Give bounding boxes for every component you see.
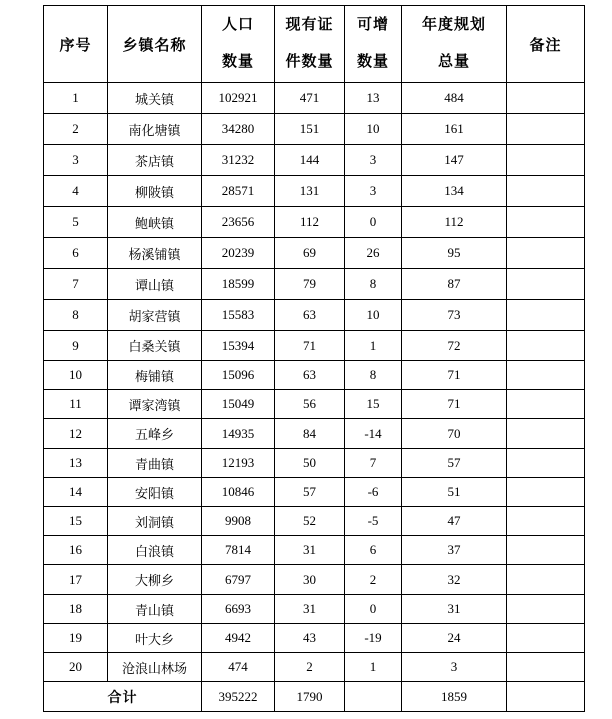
cell-population: 474 xyxy=(202,653,275,682)
header-serial-number: 序号 xyxy=(44,6,108,83)
cell-serial-number: 17 xyxy=(44,565,108,595)
cell-increase: 15 xyxy=(345,390,402,419)
cell-serial-number: 16 xyxy=(44,536,108,565)
cell-existing-permits: 71 xyxy=(275,331,345,361)
cell-existing-permits: 144 xyxy=(275,145,345,176)
cell-existing-permits: 84 xyxy=(275,419,345,449)
header-township-name: 乡镇名称 xyxy=(108,6,202,83)
table-row xyxy=(44,565,585,595)
cell-population: 10846 xyxy=(202,478,275,507)
cell-township-name: 南化塘镇 xyxy=(108,114,202,145)
cell-increase: 26 xyxy=(345,238,402,269)
header-row xyxy=(44,6,585,83)
table-row xyxy=(44,145,585,176)
cell-remark xyxy=(507,449,585,478)
cell-increase: 2 xyxy=(345,565,402,595)
cell-increase: 1 xyxy=(345,653,402,682)
header-population xyxy=(202,6,275,83)
cell-population: 12193 xyxy=(202,449,275,478)
cell-township-name: 鲍峡镇 xyxy=(108,207,202,238)
township-permit-table-container xyxy=(43,5,585,712)
cell-population: 7814 xyxy=(202,536,275,565)
cell-annual-plan-total: 73 xyxy=(402,300,507,331)
cell-existing-permits: 131 xyxy=(275,176,345,207)
cell-annual-plan-total: 484 xyxy=(402,83,507,114)
cell-increase: 10 xyxy=(345,114,402,145)
table-row xyxy=(44,361,585,390)
cell-serial-number: 1 xyxy=(44,83,108,114)
cell-existing-permits: 30 xyxy=(275,565,345,595)
cell-township-name: 白桑关镇 xyxy=(108,331,202,361)
cell-population: 20239 xyxy=(202,238,275,269)
total-label: 合计 xyxy=(44,682,202,712)
header-population-line-1: 人口 xyxy=(221,17,254,33)
table-row xyxy=(44,114,585,145)
table-row xyxy=(44,390,585,419)
header-increase xyxy=(345,6,402,83)
table-row xyxy=(44,83,585,114)
header-existing-permits-line-2: 件数量 xyxy=(285,54,334,70)
cell-remark xyxy=(507,114,585,145)
cell-serial-number: 14 xyxy=(44,478,108,507)
cell-population: 18599 xyxy=(202,269,275,300)
cell-population: 28571 xyxy=(202,176,275,207)
cell-serial-number: 20 xyxy=(44,653,108,682)
cell-increase: 0 xyxy=(345,595,402,624)
table-row xyxy=(44,624,585,653)
cell-township-name: 谭山镇 xyxy=(108,269,202,300)
cell-annual-plan-total: 134 xyxy=(402,176,507,207)
cell-remark xyxy=(507,176,585,207)
cell-increase: 8 xyxy=(345,361,402,390)
cell-annual-plan-total: 112 xyxy=(402,207,507,238)
cell-township-name: 茶店镇 xyxy=(108,145,202,176)
cell-annual-plan-total: 47 xyxy=(402,507,507,536)
total-remark xyxy=(507,682,585,712)
cell-existing-permits: 69 xyxy=(275,238,345,269)
cell-township-name: 五峰乡 xyxy=(108,419,202,449)
cell-increase: 13 xyxy=(345,83,402,114)
cell-remark xyxy=(507,419,585,449)
header-existing-permits xyxy=(275,6,345,83)
cell-increase: -19 xyxy=(345,624,402,653)
cell-annual-plan-total: 95 xyxy=(402,238,507,269)
cell-serial-number: 7 xyxy=(44,269,108,300)
cell-township-name: 柳陂镇 xyxy=(108,176,202,207)
cell-annual-plan-total: 71 xyxy=(402,390,507,419)
cell-township-name: 梅铺镇 xyxy=(108,361,202,390)
cell-township-name: 城关镇 xyxy=(108,83,202,114)
header-remark: 备注 xyxy=(507,6,585,83)
table-row xyxy=(44,419,585,449)
cell-increase: 3 xyxy=(345,145,402,176)
cell-population: 14935 xyxy=(202,419,275,449)
table-row xyxy=(44,507,585,536)
cell-serial-number: 6 xyxy=(44,238,108,269)
cell-township-name: 谭家湾镇 xyxy=(108,390,202,419)
cell-remark xyxy=(507,507,585,536)
cell-existing-permits: 63 xyxy=(275,361,345,390)
cell-population: 102921 xyxy=(202,83,275,114)
cell-population: 23656 xyxy=(202,207,275,238)
cell-serial-number: 3 xyxy=(44,145,108,176)
header-population-line-2: 数量 xyxy=(221,54,254,70)
table-row xyxy=(44,176,585,207)
cell-remark xyxy=(507,595,585,624)
cell-serial-number: 13 xyxy=(44,449,108,478)
cell-township-name: 杨溪铺镇 xyxy=(108,238,202,269)
table-row xyxy=(44,300,585,331)
cell-remark xyxy=(507,238,585,269)
cell-remark xyxy=(507,536,585,565)
cell-serial-number: 15 xyxy=(44,507,108,536)
cell-increase: 6 xyxy=(345,536,402,565)
township-permit-table xyxy=(43,5,585,712)
cell-increase: 1 xyxy=(345,331,402,361)
cell-existing-permits: 31 xyxy=(275,536,345,565)
cell-serial-number: 19 xyxy=(44,624,108,653)
total-increase xyxy=(345,682,402,712)
cell-remark xyxy=(507,145,585,176)
cell-remark xyxy=(507,300,585,331)
cell-township-name: 安阳镇 xyxy=(108,478,202,507)
cell-serial-number: 4 xyxy=(44,176,108,207)
table-row xyxy=(44,478,585,507)
cell-annual-plan-total: 37 xyxy=(402,536,507,565)
cell-existing-permits: 52 xyxy=(275,507,345,536)
cell-remark xyxy=(507,478,585,507)
table-row xyxy=(44,238,585,269)
cell-remark xyxy=(507,269,585,300)
table-row xyxy=(44,653,585,682)
table-row xyxy=(44,449,585,478)
cell-population: 15583 xyxy=(202,300,275,331)
cell-existing-permits: 63 xyxy=(275,300,345,331)
cell-annual-plan-total: 147 xyxy=(402,145,507,176)
cell-population: 34280 xyxy=(202,114,275,145)
cell-existing-permits: 112 xyxy=(275,207,345,238)
cell-serial-number: 2 xyxy=(44,114,108,145)
cell-population: 31232 xyxy=(202,145,275,176)
cell-remark xyxy=(507,565,585,595)
cell-township-name: 刘洞镇 xyxy=(108,507,202,536)
cell-annual-plan-total: 71 xyxy=(402,361,507,390)
cell-serial-number: 5 xyxy=(44,207,108,238)
cell-remark xyxy=(507,390,585,419)
cell-annual-plan-total: 161 xyxy=(402,114,507,145)
table-row xyxy=(44,269,585,300)
cell-existing-permits: 471 xyxy=(275,83,345,114)
cell-remark xyxy=(507,624,585,653)
cell-annual-plan-total: 72 xyxy=(402,331,507,361)
cell-remark xyxy=(507,653,585,682)
cell-existing-permits: 31 xyxy=(275,595,345,624)
cell-existing-permits: 151 xyxy=(275,114,345,145)
cell-existing-permits: 50 xyxy=(275,449,345,478)
cell-annual-plan-total: 57 xyxy=(402,449,507,478)
header-annual-plan-total-line-1: 年度规划 xyxy=(421,17,486,33)
cell-annual-plan-total: 31 xyxy=(402,595,507,624)
cell-population: 9908 xyxy=(202,507,275,536)
cell-annual-plan-total: 3 xyxy=(402,653,507,682)
cell-township-name: 白浪镇 xyxy=(108,536,202,565)
cell-remark xyxy=(507,331,585,361)
cell-annual-plan-total: 24 xyxy=(402,624,507,653)
cell-increase: 0 xyxy=(345,207,402,238)
cell-population: 15096 xyxy=(202,361,275,390)
header-annual-plan-total xyxy=(402,6,507,83)
cell-serial-number: 10 xyxy=(44,361,108,390)
table-row xyxy=(44,595,585,624)
cell-township-name: 青山镇 xyxy=(108,595,202,624)
total-population: 395222 xyxy=(202,682,275,712)
cell-annual-plan-total: 51 xyxy=(402,478,507,507)
header-annual-plan-total-line-2: 总量 xyxy=(437,54,470,70)
cell-township-name: 沧浪山林场 xyxy=(108,653,202,682)
cell-existing-permits: 56 xyxy=(275,390,345,419)
cell-existing-permits: 57 xyxy=(275,478,345,507)
cell-existing-permits: 2 xyxy=(275,653,345,682)
total-existing-permits: 1790 xyxy=(275,682,345,712)
cell-annual-plan-total: 87 xyxy=(402,269,507,300)
cell-township-name: 青曲镇 xyxy=(108,449,202,478)
cell-existing-permits: 43 xyxy=(275,624,345,653)
cell-township-name: 胡家营镇 xyxy=(108,300,202,331)
header-increase-line-2: 数量 xyxy=(356,54,389,70)
cell-population: 4942 xyxy=(202,624,275,653)
cell-increase: 10 xyxy=(345,300,402,331)
cell-annual-plan-total: 32 xyxy=(402,565,507,595)
cell-increase: -14 xyxy=(345,419,402,449)
cell-population: 15394 xyxy=(202,331,275,361)
cell-remark xyxy=(507,83,585,114)
cell-remark xyxy=(507,207,585,238)
header-increase-line-1: 可增 xyxy=(356,17,389,33)
cell-serial-number: 11 xyxy=(44,390,108,419)
cell-township-name: 大柳乡 xyxy=(108,565,202,595)
cell-remark xyxy=(507,361,585,390)
table-row xyxy=(44,536,585,565)
total-row xyxy=(44,682,585,712)
cell-population: 15049 xyxy=(202,390,275,419)
cell-population: 6693 xyxy=(202,595,275,624)
cell-population: 6797 xyxy=(202,565,275,595)
cell-township-name: 叶大乡 xyxy=(108,624,202,653)
cell-increase: -6 xyxy=(345,478,402,507)
cell-existing-permits: 79 xyxy=(275,269,345,300)
cell-serial-number: 12 xyxy=(44,419,108,449)
cell-serial-number: 9 xyxy=(44,331,108,361)
cell-increase: 8 xyxy=(345,269,402,300)
table-row xyxy=(44,207,585,238)
cell-increase: 3 xyxy=(345,176,402,207)
total-annual-plan-total: 1859 xyxy=(402,682,507,712)
cell-serial-number: 8 xyxy=(44,300,108,331)
cell-increase: 7 xyxy=(345,449,402,478)
table-row xyxy=(44,331,585,361)
cell-increase: -5 xyxy=(345,507,402,536)
header-existing-permits-line-1: 现有证 xyxy=(285,17,334,33)
cell-serial-number: 18 xyxy=(44,595,108,624)
cell-annual-plan-total: 70 xyxy=(402,419,507,449)
